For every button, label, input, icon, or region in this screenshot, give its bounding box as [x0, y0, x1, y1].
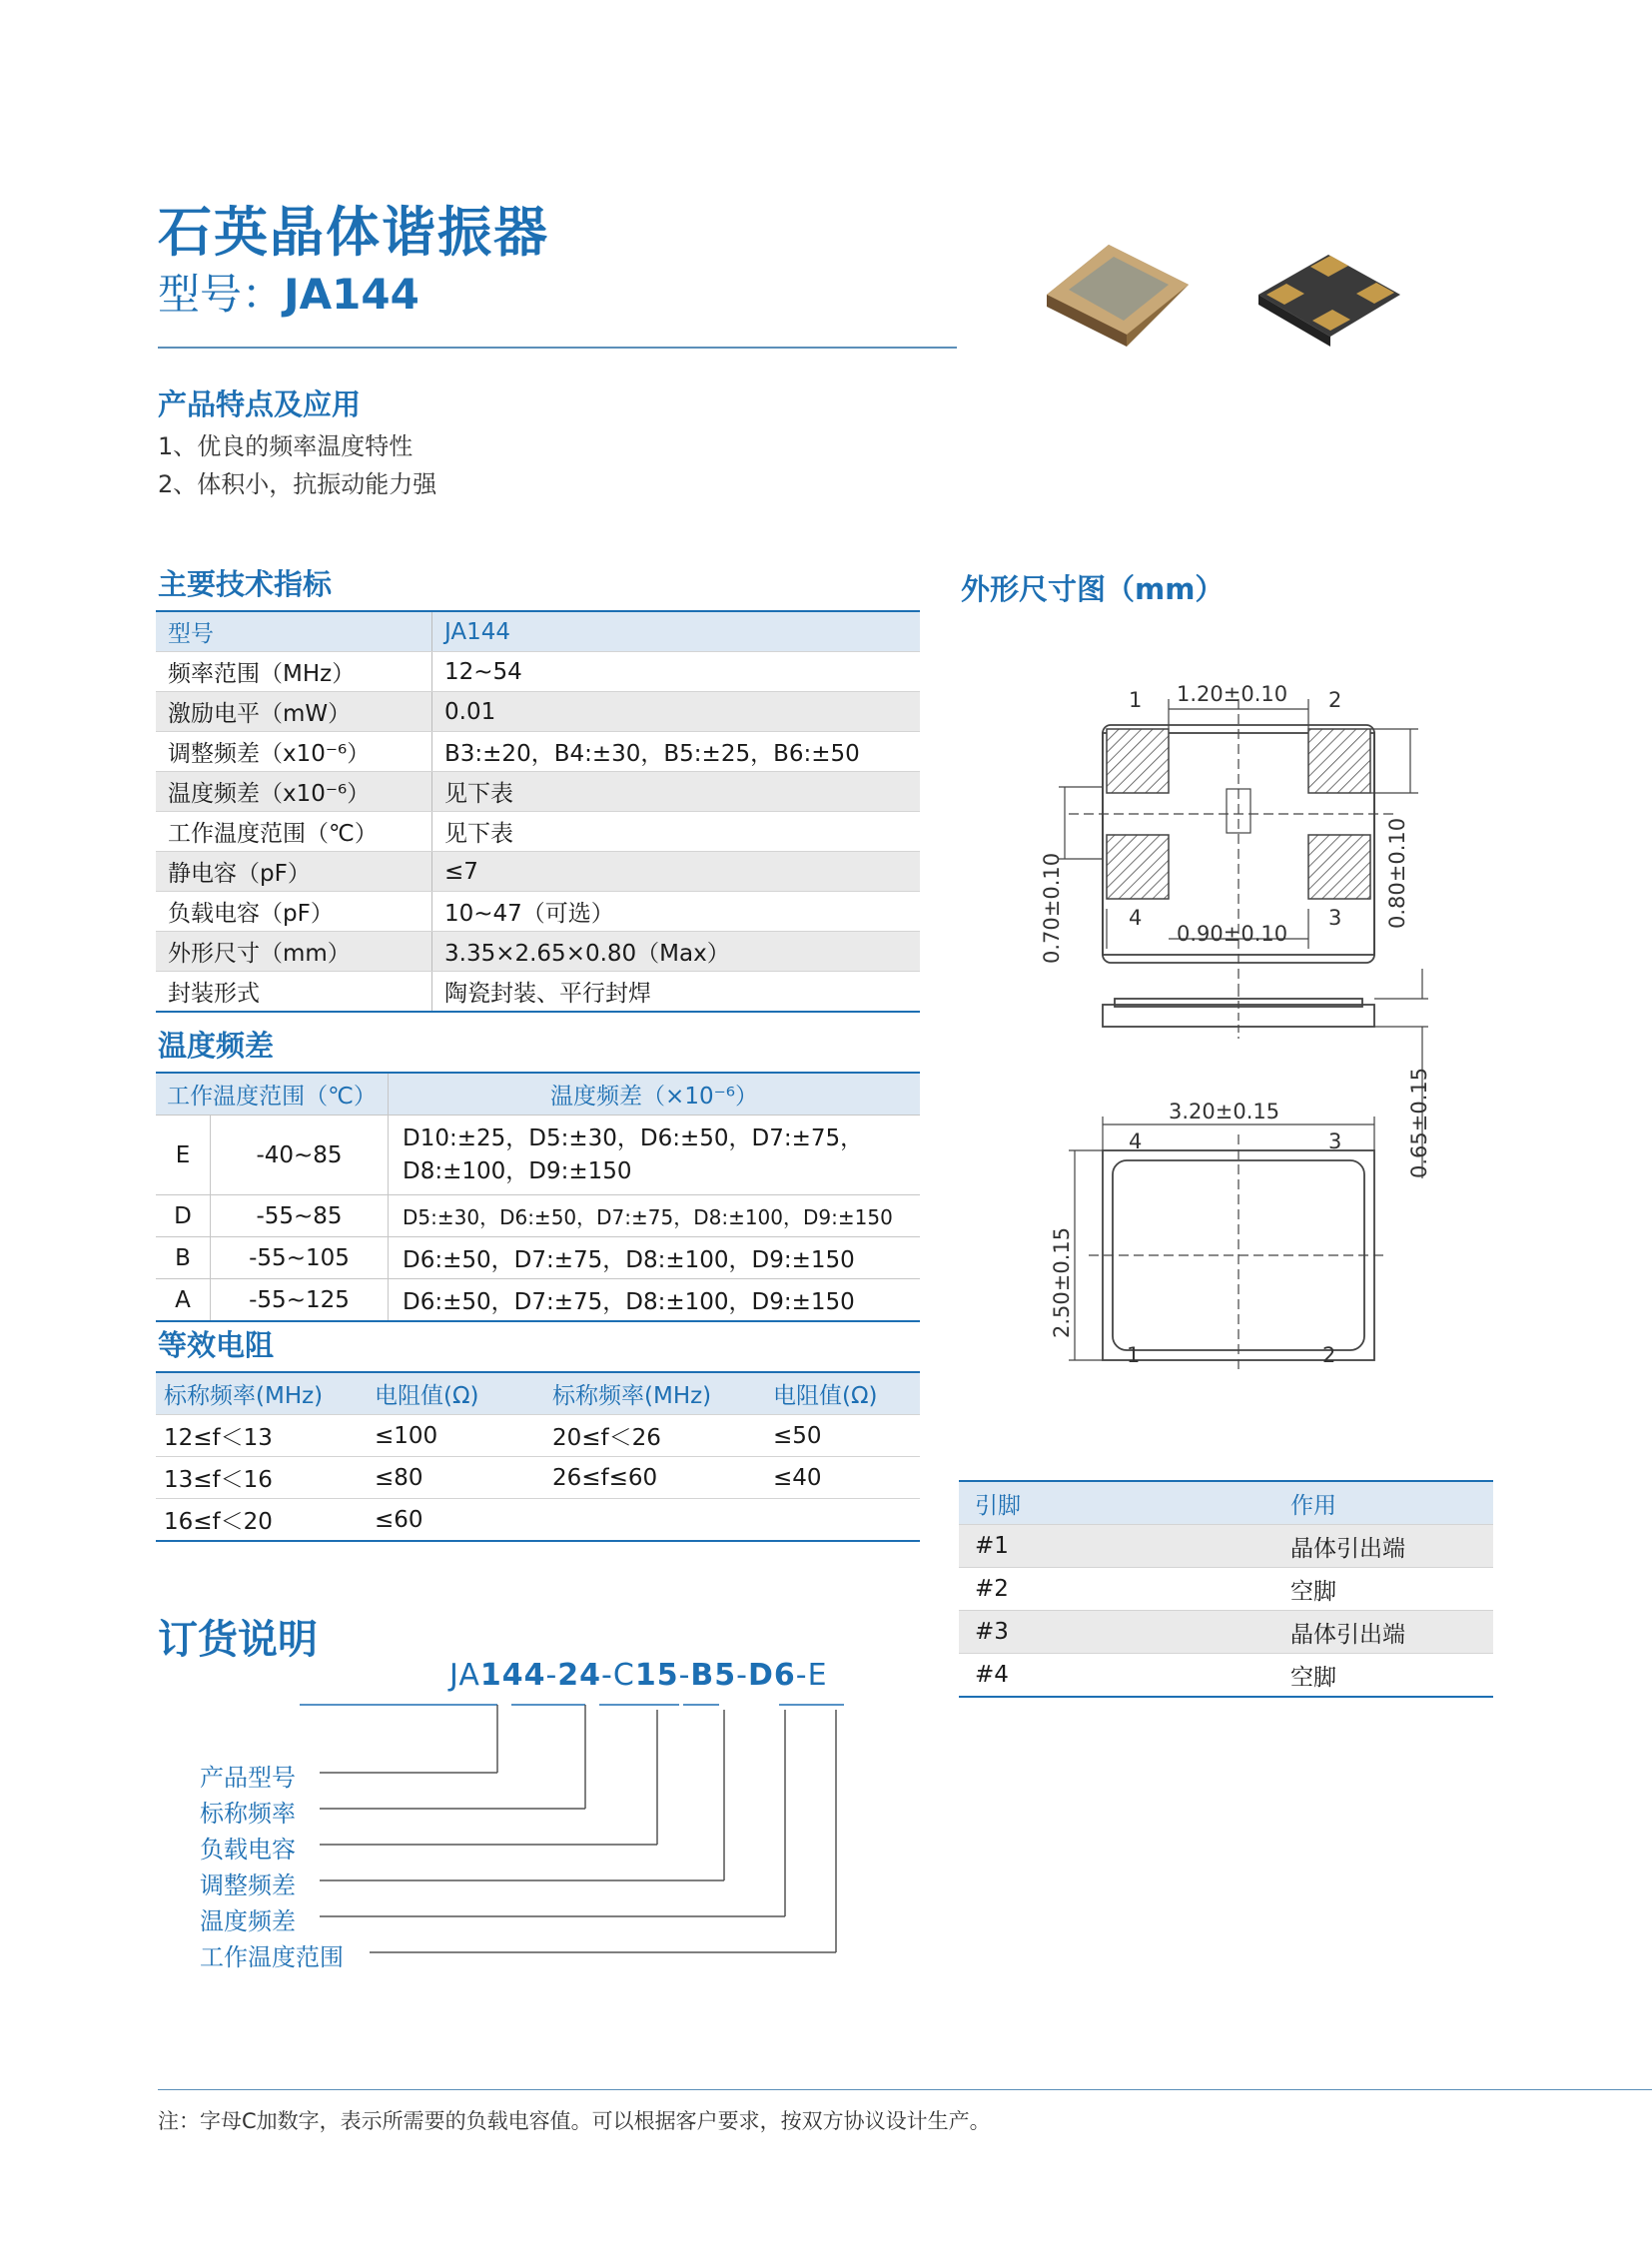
dim-label: 1.20±0.10: [1177, 682, 1288, 706]
spec-value: 见下表: [432, 772, 921, 812]
model-number: JA144: [284, 270, 419, 319]
temp-table: [156, 1072, 920, 1322]
table-row: [156, 1372, 920, 1415]
esr-cell: ≤40: [765, 1457, 920, 1499]
temp-header-value: 温度频差（×10⁻⁶）: [389, 1073, 921, 1116]
table-row: [156, 1415, 920, 1457]
temp-value-line: D10:±25，D5:±30，D6:±50，D7:±75，: [403, 1124, 864, 1151]
temp-range: -40~85: [211, 1116, 389, 1195]
temp-value-line: D8:±100，D9:±150: [403, 1157, 632, 1184]
spec-key: 型号: [156, 611, 432, 652]
pin-cell: #3: [959, 1611, 1201, 1654]
dims-title: 外形尺寸图（mm）: [961, 572, 1225, 606]
dim-label: 0.65±0.15: [1407, 1067, 1431, 1178]
code-part: E: [807, 1658, 828, 1693]
pin-label: 4: [1129, 1129, 1143, 1153]
order-label: 调整频差: [200, 1871, 296, 1899]
spec-key: 静电容（pF）: [156, 852, 432, 892]
spec-key: 封装形式: [156, 972, 432, 1013]
table-row: [156, 932, 920, 972]
features-title: 产品特点及应用: [158, 387, 362, 421]
pin-label: 1: [1127, 1343, 1141, 1367]
crystal-bottom-photo: [1258, 255, 1400, 347]
esr-header: 标称频率(MHz): [544, 1372, 765, 1415]
pin-header: 引脚: [959, 1481, 1201, 1525]
order-label: 工作温度范围: [200, 1943, 344, 1971]
dimension-drawing: [1019, 659, 1458, 1378]
code-part: 144: [479, 1658, 546, 1693]
spec-value: 0.01: [432, 692, 921, 732]
table-row: [156, 972, 920, 1013]
esr-cell: 20≤f＜26: [544, 1415, 765, 1457]
esr-cell: ≤60: [367, 1499, 544, 1542]
header-rule: [158, 347, 957, 349]
spec-value: 10~47（可选）: [432, 892, 921, 932]
code-part: 24: [557, 1658, 602, 1693]
spec-value: JA144: [432, 611, 921, 652]
temp-title: 温度频差: [158, 1029, 275, 1063]
esr-cell: 12≤f＜13: [156, 1415, 367, 1457]
table-row: [156, 1237, 920, 1279]
table-row: [156, 732, 920, 772]
temp-code: A: [156, 1279, 211, 1322]
esr-cell: [544, 1499, 765, 1542]
pin-cell: 晶体引出端: [1201, 1525, 1493, 1568]
dim-label: 0.90±0.10: [1177, 922, 1288, 946]
spec-key: 外形尺寸（mm）: [156, 932, 432, 972]
code-part: 15: [634, 1658, 679, 1693]
pin-label: 2: [1322, 1343, 1336, 1367]
pin-header: 作用: [1201, 1481, 1493, 1525]
pin-label: 3: [1328, 1129, 1342, 1153]
product-photos: [1039, 235, 1418, 355]
esr-header: 电阻值(Ω): [367, 1372, 544, 1415]
spec-value: B3:±20，B4:±30，B5:±25，B6:±50: [432, 732, 921, 772]
table-row: [156, 1279, 920, 1322]
model-prefix: 型号：: [158, 270, 285, 319]
spec-key: 调整频差（x10⁻⁶）: [156, 732, 432, 772]
table-row: [959, 1481, 1493, 1525]
table-row: [156, 652, 920, 692]
table-row: [156, 1116, 920, 1195]
spec-value: 陶瓷封装、平行封焊: [432, 972, 921, 1013]
code-part: -: [601, 1658, 613, 1693]
table-row: [156, 892, 920, 932]
esr-cell: 16≤f＜20: [156, 1499, 367, 1542]
esr-header: 标称频率(MHz): [156, 1372, 367, 1415]
table-row: [959, 1525, 1493, 1568]
spec-value: 3.35×2.65×0.80（Max）: [432, 932, 921, 972]
temp-value: D5:±30，D6:±50，D7:±75，D8:±100，D9:±150: [389, 1195, 921, 1237]
model-line: [158, 262, 419, 322]
table-row: [959, 1568, 1493, 1611]
table-row: [156, 611, 920, 652]
esr-cell: 13≤f＜16: [156, 1457, 367, 1499]
order-label: 标称频率: [200, 1800, 296, 1828]
table-row: [156, 1457, 920, 1499]
temp-range: -55~105: [211, 1237, 389, 1279]
spec-value: 12~54: [432, 652, 921, 692]
spec-key: 频率范围（MHz）: [156, 652, 432, 692]
order-label: 温度频差: [200, 1907, 296, 1935]
footnote: 注：字母C加数字，表示所需要的负载电容值。可以根据客户要求，按双方协议设计生产。: [158, 2109, 991, 2133]
esr-cell: ≤80: [367, 1457, 544, 1499]
esr-table: [156, 1371, 920, 1542]
pin-cell: 空脚: [1201, 1654, 1493, 1698]
spec-value: 见下表: [432, 812, 921, 852]
table-row: [156, 812, 920, 852]
code-part: B5: [690, 1658, 737, 1693]
specs-title: 主要技术指标: [158, 567, 333, 601]
crystal-top-photo: [1047, 245, 1189, 347]
temp-range: -55~125: [211, 1279, 389, 1322]
table-row: [959, 1654, 1493, 1698]
pin-cell: 空脚: [1201, 1568, 1493, 1611]
spec-value: ≤7: [432, 852, 921, 892]
esr-title: 等效电阻: [158, 1328, 275, 1362]
esr-cell: ≤50: [765, 1415, 920, 1457]
spec-key: 工作温度范围（℃）: [156, 812, 432, 852]
specs-table: [156, 610, 920, 1013]
temp-range: -55~85: [211, 1195, 389, 1237]
temp-header-range: 工作温度范围（℃）: [156, 1073, 389, 1116]
table-row: [156, 692, 920, 732]
table-row: [156, 772, 920, 812]
table-row: [156, 1073, 920, 1116]
dim-label: 0.70±0.10: [1040, 852, 1064, 964]
order-label: 负载电容: [200, 1836, 296, 1864]
table-row: [156, 1499, 920, 1542]
temp-code: E: [156, 1116, 211, 1195]
pin-cell: #2: [959, 1568, 1201, 1611]
esr-cell: 26≤f≤60: [544, 1457, 765, 1499]
esr-header: 电阻值(Ω): [765, 1372, 920, 1415]
order-code: [449, 1658, 828, 1693]
feature-item: 2、体积小，抗振动能力强: [158, 470, 437, 498]
pin-label: 3: [1328, 906, 1342, 930]
table-row: [156, 1195, 920, 1237]
code-part: JA: [449, 1658, 480, 1693]
temp-value: [389, 1116, 921, 1195]
spec-key: 负载电容（pF）: [156, 892, 432, 932]
code-part: -: [736, 1658, 748, 1693]
code-part: -: [795, 1658, 808, 1693]
esr-cell: [765, 1499, 920, 1542]
pin-label: 4: [1129, 906, 1143, 930]
table-row: [959, 1611, 1493, 1654]
code-part: D6: [747, 1658, 796, 1693]
footer-rule: [158, 2089, 1652, 2090]
dim-label: 2.50±0.15: [1050, 1226, 1074, 1338]
order-title: 订货说明: [158, 1617, 318, 1663]
table-row: [156, 852, 920, 892]
esr-cell: ≤100: [367, 1415, 544, 1457]
pin-label: 2: [1328, 688, 1342, 712]
code-part: -: [678, 1658, 691, 1693]
temp-code: B: [156, 1237, 211, 1279]
spec-key: 激励电平（mW）: [156, 692, 432, 732]
pin-cell: #4: [959, 1654, 1201, 1698]
order-leader-lines: [300, 1698, 859, 1957]
dim-label: 0.80±0.10: [1385, 817, 1409, 929]
page-title: 石英晶体谐振器: [158, 201, 549, 264]
spec-key: 温度频差（x10⁻⁶）: [156, 772, 432, 812]
pin-table: [959, 1480, 1493, 1698]
pin-cell: #1: [959, 1525, 1201, 1568]
temp-value: D6:±50，D7:±75，D8:±100，D9:±150: [389, 1237, 921, 1279]
feature-item: 1、优良的频率温度特性: [158, 432, 413, 460]
dim-label: 3.20±0.15: [1169, 1100, 1280, 1123]
pin-label: 1: [1129, 688, 1143, 712]
order-label: 产品型号: [200, 1764, 296, 1792]
code-part: C: [612, 1658, 635, 1693]
code-part: -: [545, 1658, 558, 1693]
temp-code: D: [156, 1195, 211, 1237]
temp-value: D6:±50，D7:±75，D8:±100，D9:±150: [389, 1279, 921, 1322]
pin-cell: 晶体引出端: [1201, 1611, 1493, 1654]
